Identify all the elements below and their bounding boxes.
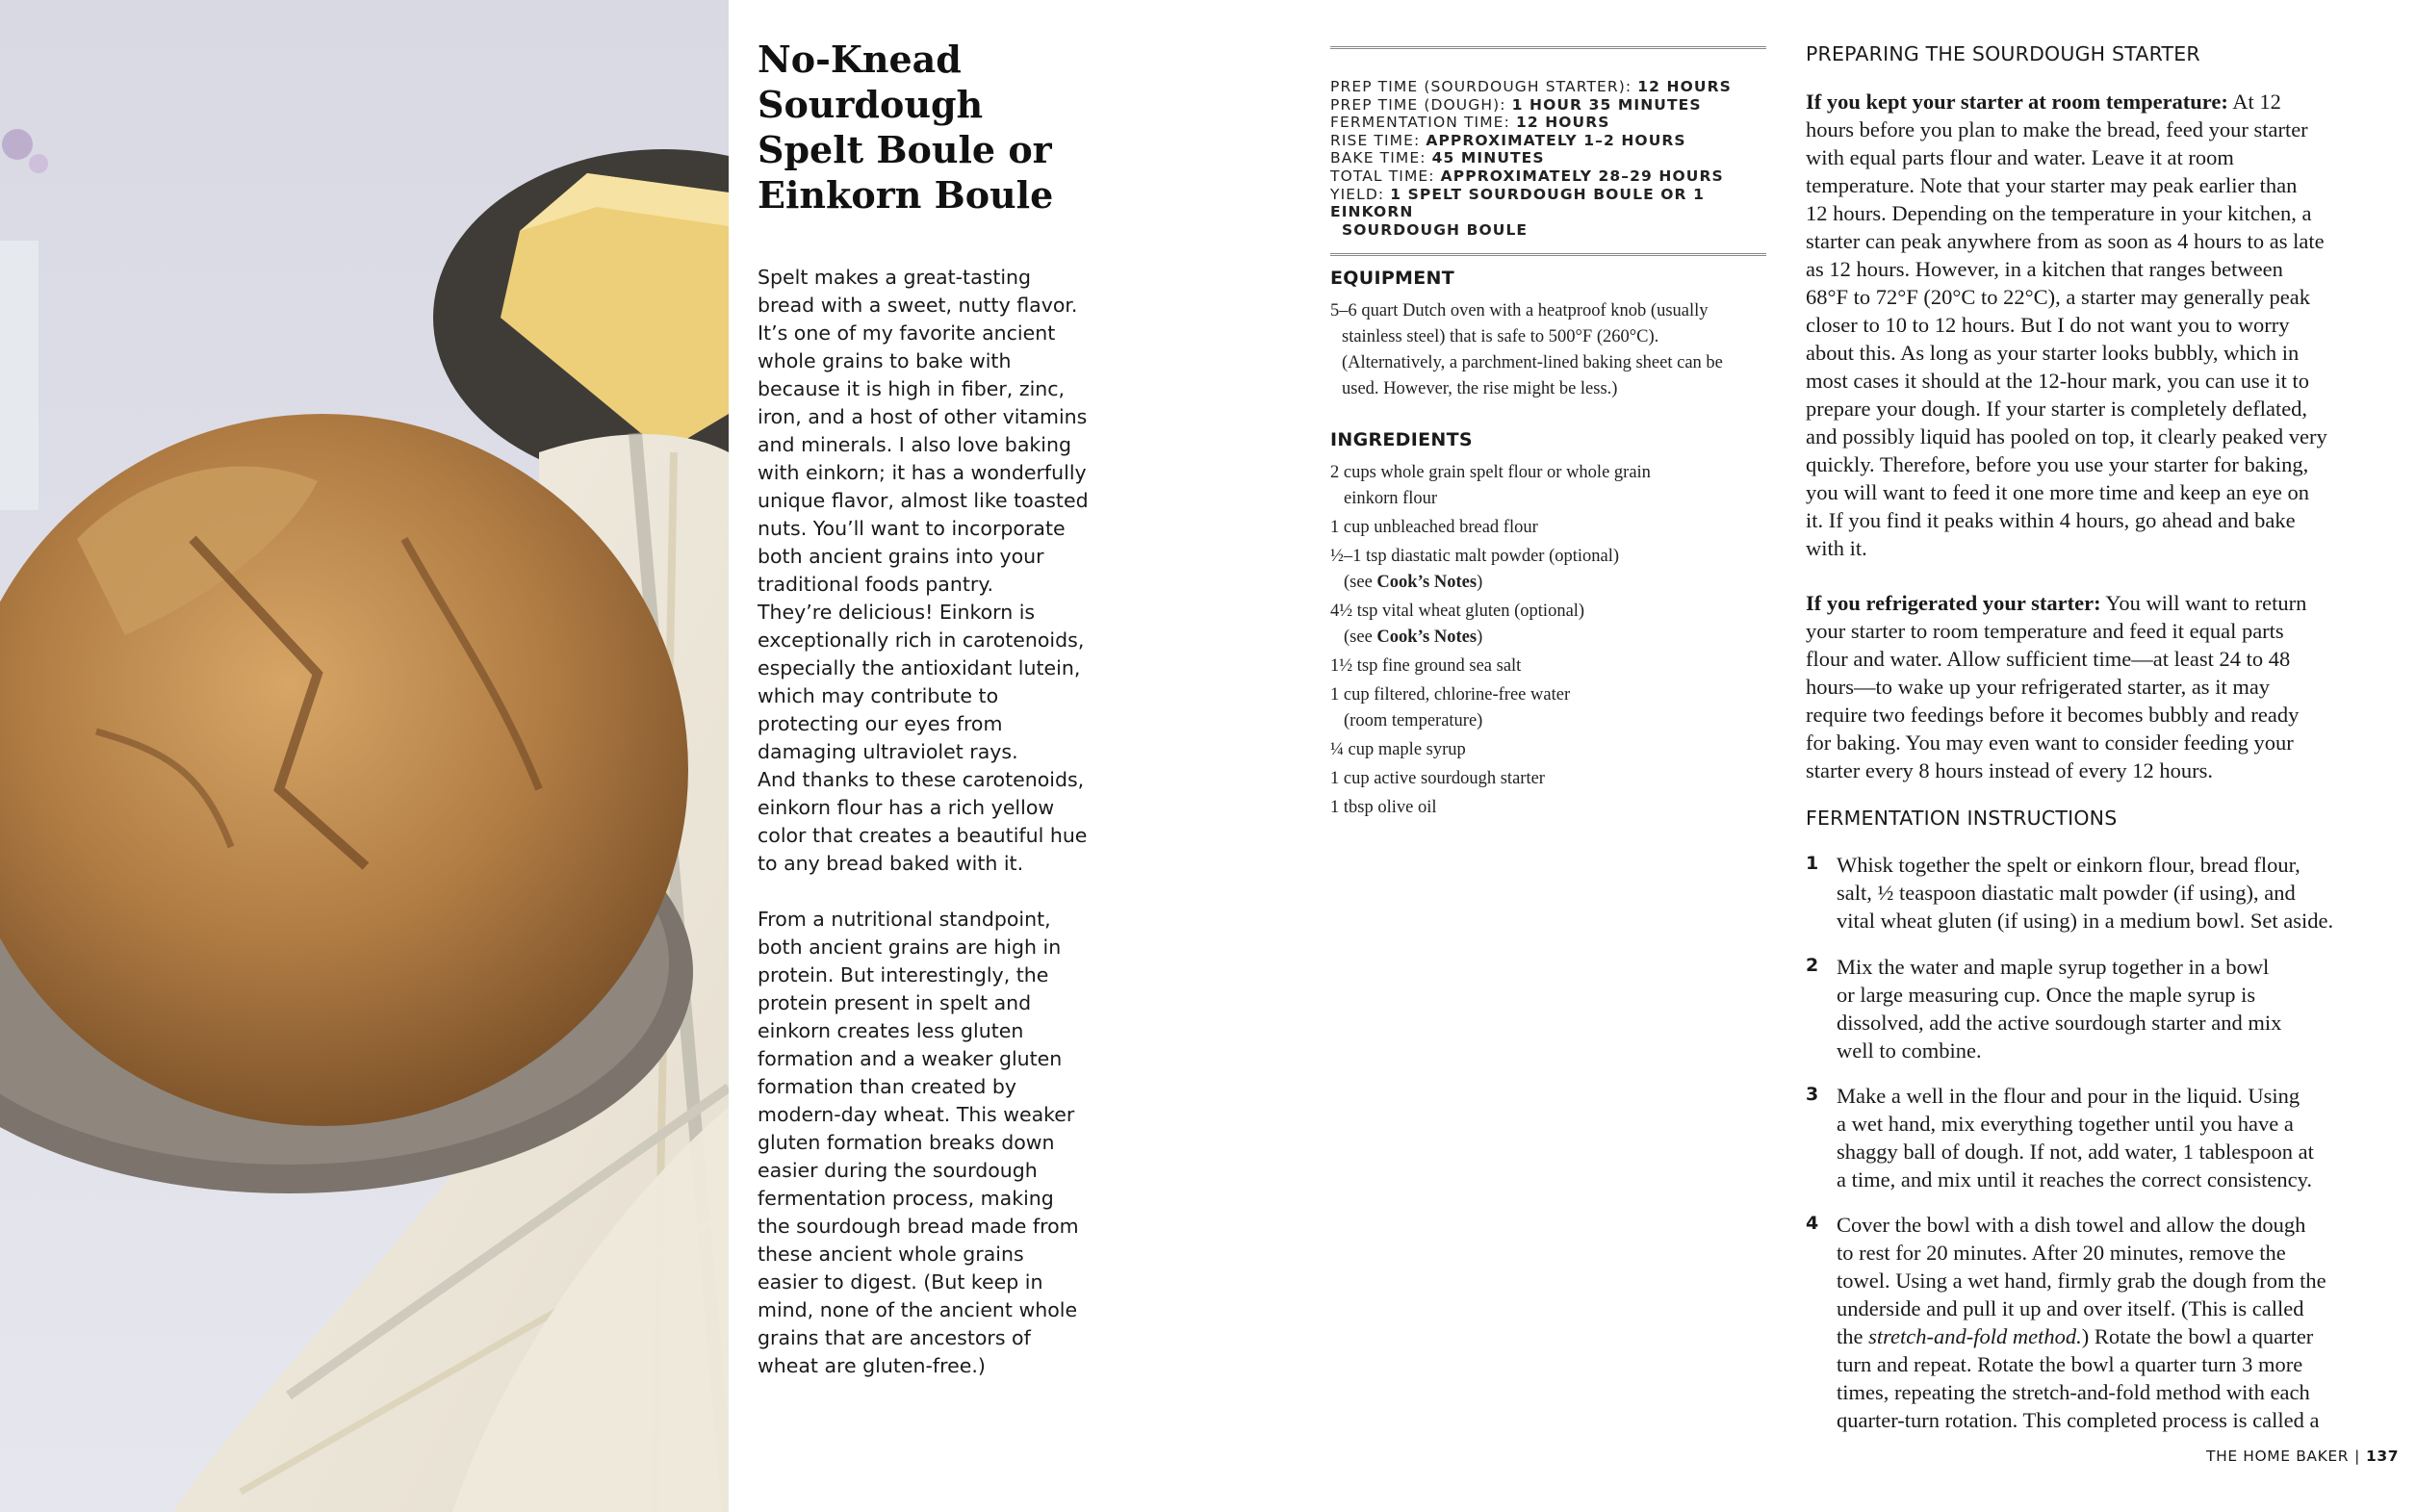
text-line: einkorn creates less gluten <box>758 1019 1024 1042</box>
step-text <box>1837 953 2281 1064</box>
cooks-notes-reference: Cook’s Notes <box>1376 573 1478 592</box>
yield: YIELD: 1 SPELT SOURDOUGH BOULE OR 1 EINKORN SOURDOUGH BOULE <box>1330 185 1705 239</box>
text-line: the sourdough bread made from <box>758 1215 1079 1238</box>
text-line: both ancient grains are high in <box>758 935 1062 959</box>
equipment-text: 5–6 quart Dutch oven with a heatproof knob (usually stainless steel) that is safe to 500°F (260°C). (Alternatively, a parchment-lined baking sheet can be used. However, the rise might be less.) <box>1330 301 1723 398</box>
text-line: hours—to wake up your refrigerated starter, as it may <box>1806 675 2271 699</box>
step-text: Cover the bowl with a dish towel and allow the dough to rest for 20 minutes. After 20 minutes, remove the towel. Using a wet hand, firmly grab the dough from the underside and pull it up and over itself. (This is called the stretch-and-fold method.) Rotate the bowl a quarter turn and repeat. Rotate the bowl a quarter turn 3 more times, repeating the stretch-and-fold method with each quarter-turn rotation. This completed process is called a <box>1837 1213 2326 1432</box>
text-line: flour and water. Allow sufficient time—at least 24 to 48 <box>1806 647 2291 671</box>
recipe-title <box>758 37 1104 218</box>
ingredient-item: 2 cups whole grain spelt flour or whole grain einkorn flour <box>1330 463 1651 508</box>
ingredient-item: ¼ cup maple syrup <box>1330 740 1466 759</box>
text-line: your starter to room temperature and feed it equal parts <box>1806 619 2284 643</box>
text-line: gluten formation breaks down <box>758 1131 1055 1154</box>
step-text <box>1837 851 2333 935</box>
text-line: a time, and mix until it reaches the correct consistency. <box>1837 1167 2312 1192</box>
text-line: and possibly liquid has pooled on top, it clearly peaked very <box>1806 424 2327 448</box>
text-line: with einkorn; it has a wonderfully <box>758 461 1087 484</box>
title-line: No-Knead <box>758 38 962 81</box>
total-time: TOTAL TIME: APPROXIMATELY 28–29 HOURS <box>1330 167 1724 185</box>
text-line: 12 hours. Depending on the temperature in your kitchen, a <box>1806 201 2312 225</box>
title-line: Spelt Boule or <box>758 128 1052 171</box>
text-line: damaging ultraviolet rays. <box>758 740 1018 763</box>
text-line: about this. As long as your starter looks bubbly, which in <box>1806 341 2300 365</box>
step-text <box>1837 1082 2314 1193</box>
text-line: bread with a sweet, nutty flavor. <box>758 294 1078 317</box>
text-line: starter can peak anywhere from as soon as 4 hours to as late <box>1806 229 2325 253</box>
text-line: which may contribute to <box>758 684 999 707</box>
text-line: Cover the bowl with a dish towel and allow the dough <box>1837 1213 2306 1237</box>
bread-photo <box>0 0 729 1512</box>
rise-time: RISE TIME: APPROXIMATELY 1–2 HOURS <box>1330 131 1686 149</box>
text-line: times, repeating the stretch-and-fold method with each <box>1837 1380 2310 1404</box>
text-line: starter every 8 hours instead of every 12 hours. <box>1806 758 2213 782</box>
ingredient-item: 1½ tsp fine ground sea salt <box>1330 656 1522 676</box>
refrigerated-paragraph: If you refrigerated your starter: You will want to return your starter to room temperature and feed it equal parts flour and water. Allow sufficient time—at least 24 to 48 hours—to wake up your refrigerated starter, as it may require two feedings before it becomes bubbly and ready for baking. You may even want to consider feeding your starter every 8 hours instead of every 12 hours. <box>1806 591 2307 782</box>
text-line: protecting our eyes from <box>758 712 1003 735</box>
step-number: 4 <box>1806 1213 1819 1234</box>
equipment-section <box>1330 268 1766 402</box>
text-line: formation than created by <box>758 1075 1016 1098</box>
book-title: THE HOME BAKER <box>2206 1448 2350 1465</box>
text-line: because it is high in fiber, zinc, <box>758 377 1066 400</box>
text-line: quarter-turn rotation. This completed process is called a <box>1837 1408 2320 1432</box>
text-line: mind, none of the ancient whole <box>758 1298 1078 1321</box>
ingredient-item: 1 cup unbleached bread flour <box>1330 518 1538 537</box>
text-line: color that creates a beautiful hue <box>758 824 1088 847</box>
text-line: whole grains to bake with <box>758 349 1012 372</box>
text-line: Mix the water and maple syrup together in a bowl <box>1837 955 2270 979</box>
text-line: well to combine. <box>1837 1038 1982 1063</box>
equipment-heading: EQUIPMENT <box>1330 268 1455 289</box>
text-line: you will want to feed it one more time and keep an eye on <box>1806 480 2309 504</box>
text-line: underside and pull it up and over itself. (This is called <box>1837 1296 2304 1320</box>
fermentation-time: FERMENTATION TIME: 12 HOURS <box>1330 114 1610 132</box>
text-line: protein. But interestingly, the <box>758 963 1049 987</box>
cooks-notes-reference: Cook’s Notes <box>1376 628 1478 647</box>
step-number: 2 <box>1806 955 1819 976</box>
preparing-starter-heading: PREPARING THE SOURDOUGH STARTER <box>1806 42 2200 65</box>
text-line: prepare your dough. If your starter is completely deflated, <box>1806 397 2308 421</box>
text-line: nuts. You’ll want to incorporate <box>758 517 1066 540</box>
text-line: formation and a weaker gluten <box>758 1047 1063 1070</box>
room-temperature-paragraph: If you kept your starter at room temperature: At 12 hours before you plan to make the bread, feed your starter with equal parts flour and water. Leave it at room temperature. Note that your starter may peak earlier than 12 hours. Depending on the temperature in your kitchen, a starter can peak anywhere from as soon as 4 hours to as late as 12 hours. However, in a kitchen that ranges between 68°F to 72°F (20°C to 22°C), a starter may generally peak closer to 10 to 12 hours. But I do not want you to worry about this. As long as your starter looks bubbly, which in most cases it should at the 12-hour mark, you can use it to prepare your dough. If your starter is completely deflated, and possibly liquid has pooled on top, it clearly peaked very quickly. Therefore, before you use your starter for baking, you will want to feed it one more time and keep an eye on it. If you find it peaks within 4 hours, go ahead and bake with it. <box>1806 90 2327 560</box>
text-line: salt, ½ teaspoon diastatic malt powder (if using), and <box>1837 881 2296 905</box>
text-line: especially the antioxidant lutein, <box>758 656 1081 679</box>
text-line: both ancient grains into your <box>758 545 1044 568</box>
text-line: wheat are gluten-free.) <box>758 1354 986 1377</box>
prep-time-dough: PREP TIME (DOUGH): 1 HOUR 35 MINUTES <box>1330 95 1702 114</box>
text-line: Whisk together the spelt or einkorn flour, bread flour, <box>1837 853 2300 877</box>
ingredient-item: 1 cup filtered, chlorine-free water (room temperature) <box>1330 685 1571 730</box>
text-line: quickly. Therefore, before you use your starter for baking, <box>1806 452 2309 476</box>
page-footer <box>2206 1448 2399 1465</box>
text-line: They’re delicious! Einkorn is <box>758 601 1036 624</box>
text-line: for baking. You may even want to consider feeding your <box>1806 730 2294 755</box>
text-line: it. If you find it peaks within 4 hours, go ahead and bake <box>1806 508 2296 532</box>
text-line: exceptionally rich in carotenoids, <box>758 628 1085 652</box>
ingredients-section <box>1330 429 1766 824</box>
text-line: with equal parts flour and water. Leave it at room <box>1806 145 2234 169</box>
text-line: protein present in spelt and <box>758 991 1032 1014</box>
text-line: hours before you plan to make the bread, feed your starter <box>1806 117 2308 141</box>
text-line: easier to digest. (But keep in <box>758 1270 1043 1294</box>
ingredient-item: 4½ tsp vital wheat gluten (optional) (see Cook’s Notes) <box>1330 602 1585 647</box>
text-line: require two feedings before it becomes bubbly and ready <box>1806 703 2300 727</box>
text-line: easier during the sourdough <box>758 1159 1038 1182</box>
text-line: shaggy ball of dough. If not, add water, 1 tablespoon at <box>1837 1140 2314 1164</box>
text-line: unique flavor, almost like toasted <box>758 489 1089 512</box>
text-line: fermentation process, making <box>758 1187 1054 1210</box>
text-line: towel. Using a wet hand, firmly grab the dough from the <box>1837 1269 2326 1293</box>
text-line: most cases it should at the 12-hour mark, you can use it to <box>1806 369 2310 393</box>
ingredient-item: 1 cup active sourdough starter <box>1330 769 1545 788</box>
step-number: 1 <box>1806 853 1819 874</box>
intro-paragraph-1 <box>758 264 1104 878</box>
text-line: From a nutritional standpoint, <box>758 908 1051 931</box>
text-line: Spelt makes a great-tasting <box>758 266 1032 289</box>
text-line: 68°F to 72°F (20°C to 22°C), a starter may generally peak <box>1806 285 2311 309</box>
title-line: Sourdough <box>758 83 984 126</box>
text-line: as 12 hours. However, in a kitchen that ranges between <box>1806 257 2283 281</box>
ingredients-heading: INGREDIENTS <box>1330 429 1473 450</box>
text-line: Make a well in the flour and pour in the liquid. Using <box>1837 1084 2300 1108</box>
text-line: with it. <box>1806 536 1867 560</box>
fermentation-heading: FERMENTATION INSTRUCTIONS <box>1806 807 2118 830</box>
text-line: It’s one of my favorite ancient <box>758 321 1056 345</box>
text-line: a wet hand, mix everything together until you have a <box>1837 1112 2294 1136</box>
title-line: Einkorn Boule <box>758 173 1054 217</box>
ingredient-item: 1 tbsp olive oil <box>1330 798 1437 817</box>
text-line: turn and repeat. Rotate the bowl a quarter turn 3 more <box>1837 1352 2303 1376</box>
text-line: dissolved, add the active sourdough starter and mix <box>1837 1011 2282 1035</box>
page-number: 137 <box>2366 1448 2400 1465</box>
text-line: iron, and a host of other vitamins <box>758 405 1088 428</box>
ingredient-item: ½–1 tsp diastatic malt powder (optional) (see Cook’s Notes) <box>1330 547 1620 592</box>
text-line: And thanks to these carotenoids, <box>758 768 1085 791</box>
text-line: modern-day wheat. This weaker <box>758 1103 1075 1126</box>
text-line: these ancient whole grains <box>758 1243 1024 1266</box>
intro-paragraph-2 <box>758 906 1104 1380</box>
text-line: closer to 10 to 12 hours. But I do not want you to worry <box>1806 313 2290 337</box>
footer-separator: | <box>2354 1448 2360 1465</box>
text-line: to rest for 20 minutes. After 20 minutes, remove the <box>1837 1241 2286 1265</box>
text-line: and minerals. I also love baking <box>758 433 1071 456</box>
text-line: grains that are ancestors of <box>758 1326 1031 1349</box>
text-line: temperature. Note that your starter may peak earlier than <box>1806 173 2298 197</box>
recipe-times-box <box>1330 46 1766 256</box>
intro-text <box>758 264 1104 1380</box>
text-line: traditional foods pantry. <box>758 573 994 596</box>
text-line: to any bread baked with it. <box>758 852 1024 875</box>
text-line: vital wheat gluten (if using) in a medium bowl. Set aside. <box>1837 909 2334 933</box>
text-line: einkorn flour has a rich yellow <box>758 796 1055 819</box>
ingredients-list <box>1330 460 1766 821</box>
text-line: or large measuring cup. Once the maple syrup is <box>1837 983 2256 1007</box>
bake-time: BAKE TIME: 45 MINUTES <box>1330 149 1545 167</box>
step-number: 3 <box>1806 1084 1819 1105</box>
prep-time-starter: PREP TIME (SOURDOUGH STARTER): 12 HOURS <box>1330 78 1732 95</box>
bread-photo-illustration <box>0 0 729 1512</box>
